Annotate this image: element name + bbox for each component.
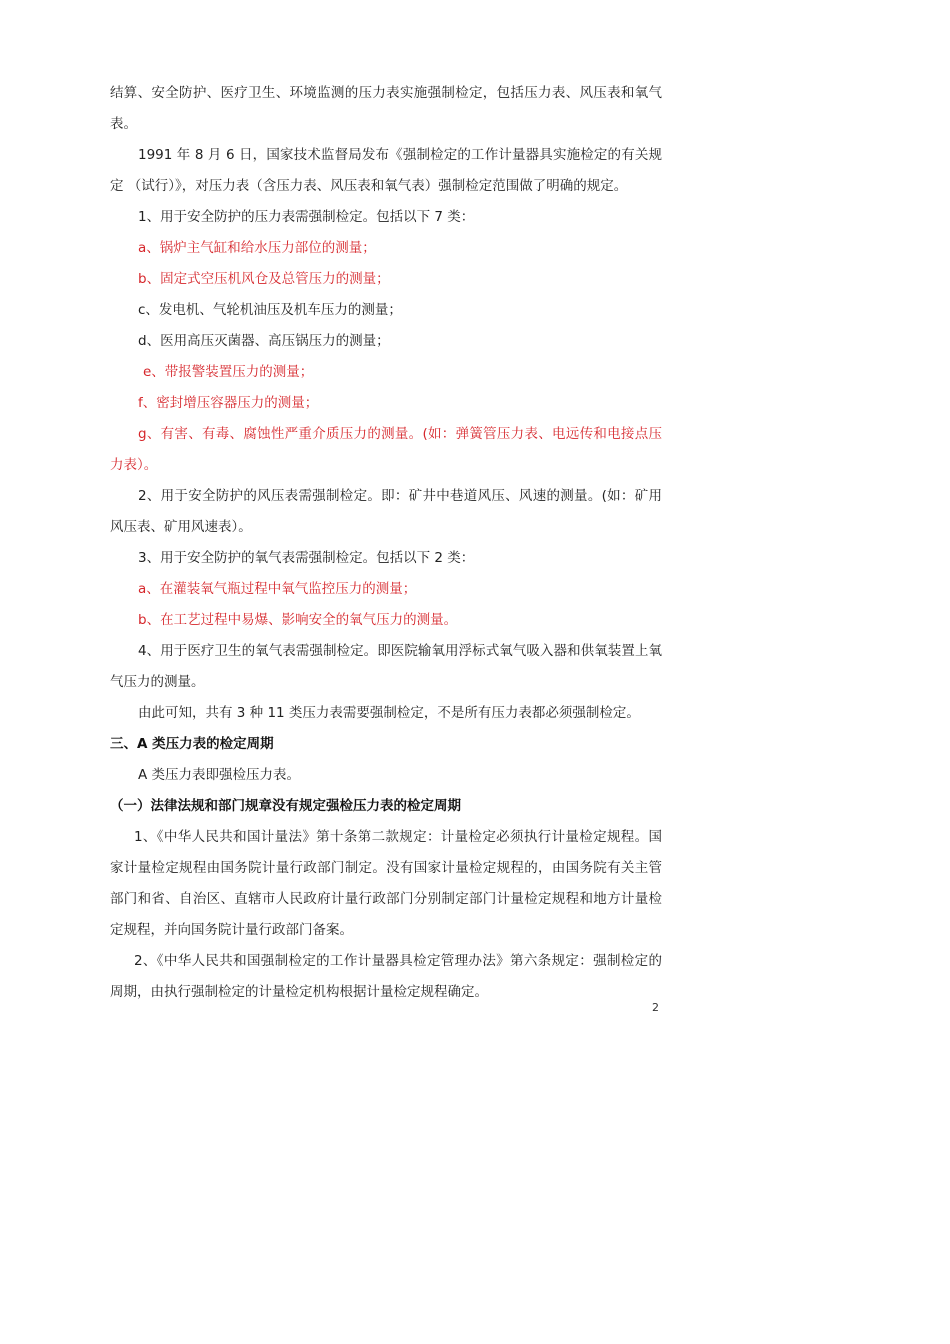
list-item: a、在灌装氧气瓶过程中氧气监控压力的测量； [138, 581, 417, 597]
list-item: b、固定式空压机风仓及总管压力的测量； [138, 271, 390, 287]
list-heading: 3、用于安全防护的氧气表需强制检定。包括以下 2 类： [138, 550, 475, 566]
document-body [110, 78, 662, 1008]
paragraph: 由此可知，共有 3 种 11 类压力表需要强制检定，不是所有压力表都必须强制检定。 [138, 705, 640, 721]
paragraph: A 类压力表即强检压力表。 [138, 767, 301, 783]
section-heading: 三、A 类压力表的检定周期 [110, 736, 274, 752]
paragraph: 1、《中华人民共和国计量法》第十条第二款规定：计量检定必须执行计量检定规程。国家计量检定规程由国务院计量行政部门制定。没有国家计量检定规程的，由国务院有关主管部门和省、自治区、直辖市人民政府计量行政部门分别制定部门计量检定规程和地方计量检定规程，并向国务院计量行政部门备案。 [110, 829, 662, 938]
list-item: c、发电机、气轮机油压及机车压力的测量； [138, 302, 402, 318]
paragraph: 结算、安全防护、医疗卫生、环境监测的压力表实施强制检定，包括压力表、风压表和氧气表。 [110, 85, 662, 132]
list-item: f、密封增压容器压力的测量； [138, 395, 319, 411]
list-item: b、在工艺过程中易爆、影响安全的氧气压力的测量。 [138, 612, 458, 628]
list-heading: 1、用于安全防护的压力表需强制检定。包括以下 7 类： [138, 209, 475, 225]
list-heading: 2、用于安全防护的风压表需强制检定。即：矿井中巷道风压、风速的测量。(如：矿用风压表、矿用风速表）。 [110, 488, 662, 535]
paragraph: 2、《中华人民共和国强制检定的工作计量器具检定管理办法》第六条规定：强制检定的周期，由执行强制检定的计量检定机构根据计量检定规程确定。 [110, 953, 662, 1000]
paragraph: 1991 年 8 月 6 日，国家技术监督局发布《强制检定的工作计量器具实施检定的有关规定 （试行）》，对压力表（含压力表、风压表和氧气表）强制检定范围做了明确的规定。 [110, 147, 662, 194]
list-item: a、锅炉主气缸和给水压力部位的测量； [138, 240, 376, 256]
subsection-heading: （一）法律法规和部门规章没有规定强检压力表的检定周期 [110, 798, 461, 814]
list-item: g、有害、有毒、腐蚀性严重介质压力的测量。(如：弹簧管压力表、电远传和电接点压力表）。 [110, 426, 662, 473]
page-number: 2 [652, 1001, 659, 1014]
list-item: d、医用高压灭菌器、高压锅压力的测量； [138, 333, 390, 349]
list-item: e、带报警装置压力的测量； [143, 364, 314, 380]
list-heading: 4、用于医疗卫生的氧气表需强制检定。即医院输氧用浮标式氧气吸入器和供氧装置上氧气压力的测量。 [110, 643, 662, 690]
